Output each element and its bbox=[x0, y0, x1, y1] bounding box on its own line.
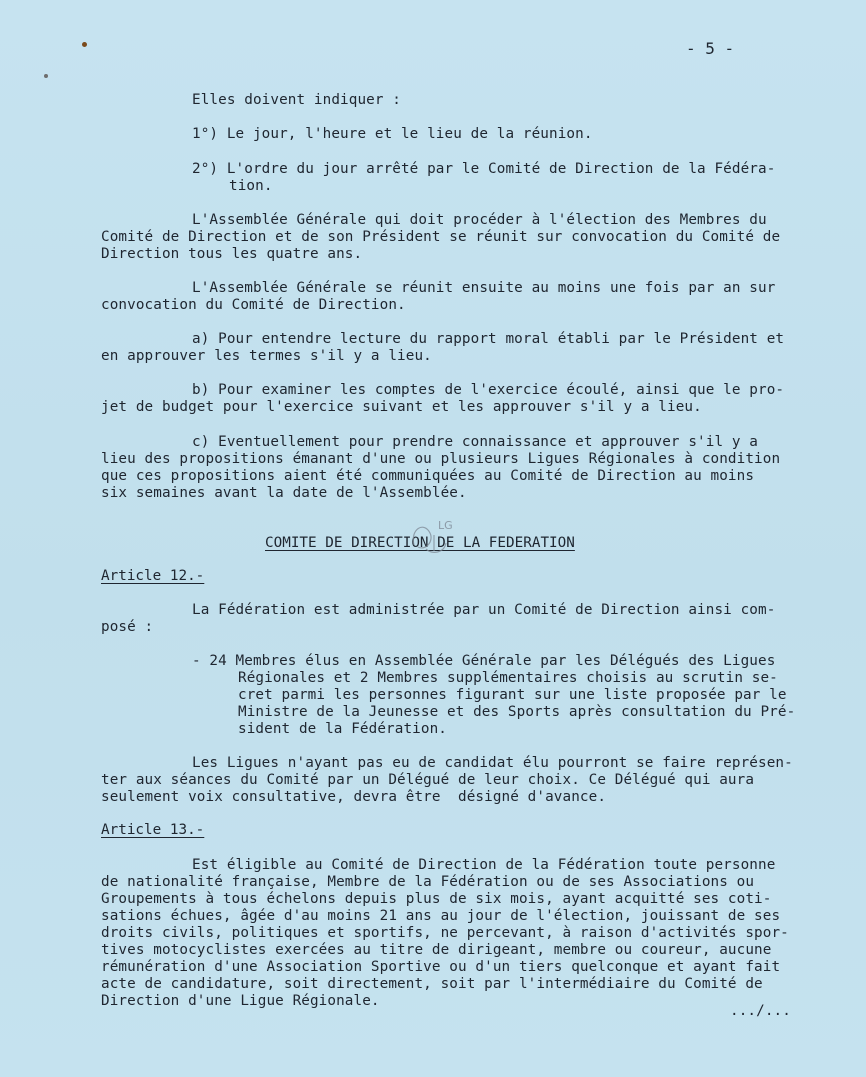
text-line: ter aux séances du Comité par un Délégué de leur choix. Ce Délégué qui aura bbox=[101, 772, 755, 788]
text-line: Régionales et 2 Membres supplémentaires choisis au scrutin se- bbox=[238, 670, 778, 686]
text-line: Est éligible au Comité de Direction de la Fédération toute personne bbox=[192, 857, 776, 873]
svg-text:LG: LG bbox=[438, 519, 453, 532]
text-line: a) Pour entendre lecture du rapport moral établi par le Président et bbox=[192, 331, 785, 347]
text-line: 2°) L'ordre du jour arrêté par le Comité de Direction de la Fédéra- bbox=[192, 161, 776, 177]
text-line: Elles doivent indiquer : bbox=[192, 92, 401, 108]
continuation-mark: .../... bbox=[730, 1003, 791, 1019]
text-line: Groupements à tous échelons depuis plus de six mois, ayant acquitté ses coti- bbox=[101, 891, 772, 907]
text-line: tives motocyclistes exercées au titre de dirigeant, membre ou coureur, aucune bbox=[101, 942, 772, 958]
article-heading: Article 12.- bbox=[101, 568, 205, 584]
text-line: tion. bbox=[229, 178, 273, 194]
text-line: en approuver les termes s'il y a lieu. bbox=[101, 348, 432, 364]
text-line: Ministre de la Jeunesse et des Sports après consultation du Pré- bbox=[238, 704, 796, 720]
text-line: acte de candidature, soit directement, soit par l'intermédiaire du Comité de bbox=[101, 976, 763, 992]
text-line: La Fédération est administrée par un Comité de Direction ainsi com- bbox=[192, 602, 776, 618]
text-line: b) Pour examiner les comptes de l'exercice écoulé, ainsi que le pro- bbox=[192, 382, 785, 398]
text-line: lieu des propositions émanant d'une ou plusieurs Ligues Régionales à condition bbox=[101, 451, 781, 467]
text-line: que ces propositions aient été communiquées au Comité de Direction au moins bbox=[101, 468, 755, 484]
text-line: rémunération d'une Association Sportive ou d'un tiers quelconque et ayant fait bbox=[101, 959, 781, 975]
text-line: Comité de Direction et de son Président se réunit sur convocation du Comité de bbox=[101, 229, 781, 245]
text-line: Direction tous les quatre ans. bbox=[101, 246, 363, 262]
text-line: convocation du Comité de Direction. bbox=[101, 297, 406, 313]
text-line: droits civils, politiques et sportifs, ne percevant, à raison d'activités spor- bbox=[101, 925, 789, 941]
text-line: de nationalité française, Membre de la Fédération ou de ses Associations ou bbox=[101, 874, 755, 890]
paper-mark bbox=[82, 42, 87, 47]
text-line: 1°) Le jour, l'heure et le lieu de la réunion. bbox=[192, 126, 593, 142]
text-line: jet de budget pour l'exercice suivant et les approuver s'il y a lieu. bbox=[101, 399, 702, 415]
article-heading: Article 13.- bbox=[101, 822, 205, 838]
text-line: sident de la Fédération. bbox=[238, 721, 447, 737]
text-line: - 24 Membres élus en Assemblée Générale par les Délégués des Ligues bbox=[192, 653, 776, 669]
paper-mark bbox=[44, 74, 48, 78]
text-line: Direction d'une Ligue Régionale. bbox=[101, 993, 380, 1009]
text-line: c) Eventuellement pour prendre connaissance et approuver s'il y a bbox=[192, 434, 758, 450]
text-line: posé : bbox=[101, 619, 154, 635]
federation-stamp-logo bbox=[404, 515, 460, 559]
text-line: Les Ligues n'ayant pas eu de candidat élu pourront se faire représen- bbox=[192, 755, 793, 771]
page-number: - 5 - bbox=[686, 39, 735, 58]
text-line: sations échues, âgée d'au moins 21 ans au jour de l'élection, jouissant de ses bbox=[101, 908, 781, 924]
text-line: L'Assemblée Générale qui doit procéder à l'élection des Membres du bbox=[192, 212, 767, 228]
text-line: cret parmi les personnes figurant sur une liste proposée par le bbox=[238, 687, 787, 703]
text-line: six semaines avant la date de l'Assemblée. bbox=[101, 485, 467, 501]
section-title: COMITE DE DIRECTION DE LA FEDERATION bbox=[265, 535, 575, 551]
text-line: seulement voix consultative, devra être désigné d'avance. bbox=[101, 789, 607, 805]
text-line: L'Assemblée Générale se réunit ensuite au moins une fois par an sur bbox=[192, 280, 776, 296]
